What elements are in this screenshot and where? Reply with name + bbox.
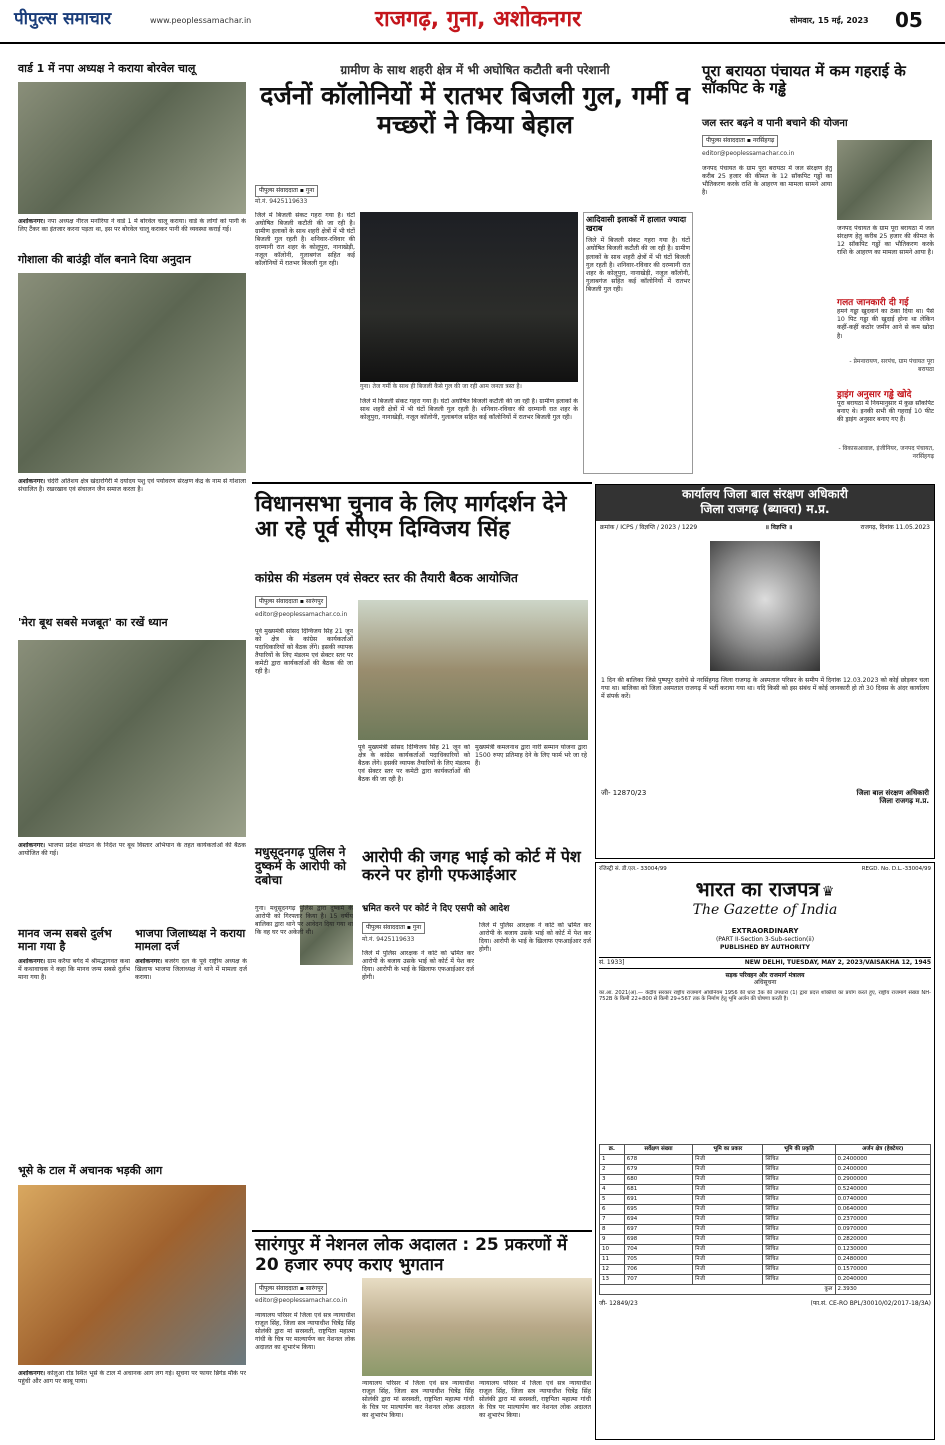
table-cell: निजी — [693, 1214, 763, 1224]
table-cell: सिंचित — [763, 1164, 835, 1174]
table-cell: निजी — [693, 1234, 763, 1244]
table-cell: 0.0640000 — [835, 1204, 931, 1214]
table-header: क्र. — [600, 1144, 625, 1154]
table-cell: 13 — [600, 1274, 625, 1284]
table-cell: सिंचित — [763, 1194, 835, 1204]
table-row — [600, 1264, 931, 1274]
gazette-part: (PART II-Section 3-Sub-section(ii) — [715, 936, 815, 944]
table-cell: सिंचित — [763, 1204, 835, 1214]
digvijay-photo — [358, 600, 588, 740]
notice-ref: क्रमांक / ICPS / विज्ञप्ति / 2023 / 1229 — [600, 524, 698, 531]
table-cell: 679 — [624, 1164, 692, 1174]
table-cell: सिंचित — [763, 1154, 835, 1164]
gazette-footer-right: (फा.सं. CE-RO BPL/30010/02/2017-18/3A) — [810, 1299, 931, 1307]
table-cell: 694 — [624, 1214, 692, 1224]
table-cell: सिंचित — [763, 1234, 835, 1244]
table-cell: निजी — [693, 1174, 763, 1184]
manav-body: अशोकनगर। ग्राम करैया बर्गेद में श्रीमद्भागवत कथा में कथावाचक ने कहा कि मानव जन्म सबसे दुर्लभ माना गया है। — [18, 958, 130, 982]
lok-adalat-body: न्यायालय परिसर में जिला एवं सत्र न्यायाधीश राजूल सिंह, जिला सत्र न्यायाधीश चित्रेंद्र सिंह सोलंकी द्वारा मां सरस्वती, राष्ट्रपिता महात्मा गांधी के चित्र पर माल्यार्पण कर नेशनल लोक अदालत का शुभारंभ किया। — [255, 1312, 355, 1352]
masthead — [0, 0, 945, 44]
fire-body: अशोकनगर। कोलुआ रोड स्थित भूसे के टाल में अचानक आग लग गई। सूचना पर फायर ब्रिगेड मौके पर पहुंची और आग पर काबू पाया। — [18, 1370, 246, 1386]
digvijay-body-3: मुख्यमंत्री कमलनाथ द्वारा नारी सम्मान योजना द्वारा 1500 रुपए प्रतिमाह देने के लिए फार्म भरे जा रहे हैं। — [475, 744, 587, 768]
lok-adalat-email[interactable]: editor@peoplessamachar.co.in — [255, 1297, 348, 1304]
date: सोमवार, 15 मई, 2023 — [790, 16, 869, 25]
power-body-2: जिले में बिजली संकट गहरा गया है। घंटों अघोषित बिजली कटौती की जा रही है। ग्रामीण इलाकों के साथ शहरी क्षेत्रों में भी घंटों बिजली गुल रहती है। शनिवार-रविवार की दरम्यानी रात शहर के कोलूपुरा, नानाखेड़ी, नजूल कॉलोनी, गुलाबगंज सहित कई कॉलोनियों में रातभर बिजली गुल रही। — [360, 398, 578, 422]
table-cell: 9 — [600, 1234, 625, 1244]
table-cell: निजी — [693, 1244, 763, 1254]
table-cell: 704 — [624, 1244, 692, 1254]
table-cell: 11 — [600, 1254, 625, 1264]
gazette-table — [599, 1144, 931, 1295]
table-cell: 0.1230000 — [835, 1244, 931, 1254]
sokpit-box-2 — [837, 390, 934, 480]
table-cell: सिंचित — [763, 1174, 835, 1184]
bjp-case-body: अशोकनगर। बजरंग दल के पूर्व राष्ट्रीय अध्यक्ष के खिलाफ भाजपा जिलाध्यक्ष ने थाने में मामला दर्ज कराया। — [135, 958, 247, 982]
digvijay-byline: पीपुल्स संवाददाता ▪ सारंगपुर — [255, 596, 327, 608]
table-header: भूमि की प्रकृति — [763, 1144, 835, 1154]
sokpit-photo — [837, 140, 932, 220]
sokpit-byline: पीपुल्स संवाददाता ▪ नरसिंहगढ़ — [702, 135, 778, 147]
table-cell: 0.2400000 — [835, 1154, 931, 1164]
table-cell: 0.0970000 — [835, 1224, 931, 1234]
notice-date: राजगढ़, दिनांक 11.05.2023 — [860, 524, 930, 531]
sokpit-box-2-body: पूरा बरायठा में नियमानुसार में कुछ सॉकपिट बनाए थे। इनकी सभी की गहराई 10 फीट की ड्राइंग अनुसार बनाए गए हैं। — [837, 400, 934, 424]
table-row — [600, 1154, 931, 1164]
divider — [252, 1230, 592, 1232]
fir-body: जिले में पुलिस आरक्षक ने कोर्ट को भ्रमित कर आरोपी के बजाय उसके भाई को कोर्ट में पेश कर दिया। आरोपी के भाई के खिलाफ एफआईआर दर्ज होगी। — [362, 950, 474, 982]
table-cell: निजी — [693, 1204, 763, 1214]
lok-adalat-body-3: न्यायालय परिसर में जिला एवं सत्र न्यायाधीश राजूल सिंह, जिला सत्र न्यायाधीश चित्रेंद्र सिंह सोलंकी द्वारा मां सरस्वती, राष्ट्रपिता महात्मा गांधी के चित्र पर माल्यार्पण कर नेशनल लोक अदालत का शुभारंभ किया। — [479, 1380, 591, 1420]
table-cell: 6 — [600, 1204, 625, 1214]
gazette-no: सं. 1933] — [599, 959, 625, 967]
table-cell: 706 — [624, 1264, 692, 1274]
notice — [595, 484, 935, 859]
notice-sign-1: जिला बाल संरक्षण अधिकारी — [856, 788, 929, 797]
brand-logo: पीपुल्स समाचार — [14, 9, 112, 29]
sokpit-box-2-sign: - विकासआवाल, इंजीनियर, जनपद पंचायत, नरसिंहगढ़ — [838, 445, 934, 460]
gaushala-photo — [18, 273, 246, 473]
digvijay-body: पूर्व मुख्यमंत्री सांसद दिग्विजय सिंह 21 जून को क्षेत्र के कांग्रेस कार्यकर्ताओं पदाधिकारियों को बैठक लेंगे। इसकी व्यापक तैयारियों के लिए मंडलम एवं सेक्टर स्तर पर कमेटी द्वारा कार्यकर्ताओं की बैठक की जा रही है। — [255, 628, 353, 676]
sokpit-subtitle: जल स्तर बढ़ने व पानी बचाने की योजना — [702, 118, 848, 129]
table-cell: 680 — [624, 1174, 692, 1184]
table-cell: सिंचित — [763, 1184, 835, 1194]
booth-photo — [18, 640, 246, 837]
table-cell: 0.5240000 — [835, 1184, 931, 1194]
table-cell: 4 — [600, 1184, 625, 1194]
fire-photo — [18, 1185, 246, 1365]
table-cell: निजी — [693, 1194, 763, 1204]
emblem-icon: ♛ — [821, 883, 835, 900]
fir-body-2: जिले में पुलिस आरक्षक ने कोर्ट को भ्रमित कर आरोपी के बजाय उसके भाई को कोर्ट में पेश कर दिया। आरोपी के भाई के खिलाफ एफआईआर दर्ज होगी। — [479, 922, 591, 954]
power-mobile: मो.नं. 9425119633 — [255, 198, 308, 205]
table-cell: 0.2400000 — [835, 1164, 931, 1174]
police-headline: मधुसूदनगढ़ पुलिस ने दुष्कर्म के आरोपी को दबोचा — [255, 845, 347, 887]
notice-header — [596, 485, 934, 521]
gazette-extra: EXTRAORDINARY — [731, 927, 799, 936]
table-cell: 691 — [624, 1194, 692, 1204]
table-cell: 1 — [600, 1154, 625, 1164]
booth-body: अशोकनगर। भाजपा प्रदेश संगठन के निर्देश पर बूथ विस्तार अभियान के तहत कार्यकर्ताओं की बैठक आयोजित की गई। — [18, 842, 246, 858]
table-header: भूमि का प्रकार — [693, 1144, 763, 1154]
fir-mobile: मो.नं. 9425119633 — [362, 936, 415, 943]
table-cell: निजी — [693, 1254, 763, 1264]
gazette-notif: अधिसूचना — [753, 979, 777, 987]
table-header: सर्वेक्षण संख्या — [624, 1144, 692, 1154]
table-cell: 8 — [600, 1224, 625, 1234]
digvijay-subtitle: कांग्रेस की मंडलम एवं सेक्टर स्तर की तैयारी बैठक आयोजित — [255, 571, 518, 585]
power-byline: पीपुल्स संवाददाता ▪ गुना — [255, 185, 318, 197]
table-cell: निजी — [693, 1264, 763, 1274]
table-cell: 0.1570000 — [835, 1264, 931, 1274]
borewell-headline: वार्ड 1 में नपा अध्यक्ष ने कराया बोरवेल चालू — [18, 62, 196, 75]
table-cell: 0.2480000 — [835, 1254, 931, 1264]
notice-district: जिला राजगढ़ (ब्यावरा) म.प्र. — [700, 502, 830, 516]
table-row — [600, 1204, 931, 1214]
table-cell: निजी — [693, 1184, 763, 1194]
table-cell: 0.2900000 — [835, 1174, 931, 1184]
table-cell: 681 — [624, 1184, 692, 1194]
table-row — [600, 1194, 931, 1204]
table-cell: 697 — [624, 1224, 692, 1234]
divider — [252, 482, 592, 484]
borewell-photo — [18, 82, 246, 214]
notice-sign-2: जिला राजगढ़ म.प्र. — [879, 797, 929, 806]
table-row — [600, 1174, 931, 1184]
table-cell: 7 — [600, 1214, 625, 1224]
power-box-body: जिले में बिजली संकट गहरा गया है। घंटों अघोषित बिजली कटौती की जा रही है। ग्रामीण इलाकों के साथ शहरी क्षेत्रों में भी घंटों बिजली गुल रहती है। शनिवार-रविवार की दरम्यानी रात शहर के कोलूपुरा, नानाखेड़ी, नजूल कॉलोनी, गुलाबगंज सहित कई कॉलोनियों में रातभर बिजली गुल रही। — [586, 237, 690, 293]
table-cell: सिंचित — [763, 1274, 835, 1284]
digvijay-headline: विधानसभा चुनाव के लिए मार्गदर्शन देने आ रहे पूर्व सीएम दिग्विजय सिंह — [255, 492, 567, 543]
sokpit-box-1-sign: - प्रेमनारायण, सरपंच, ग्राम पंचायत पूरा बरायठा — [849, 358, 934, 373]
borewell-body: अशोकनगर। नपा अध्यक्ष नीरज मनोरिया ने वार्ड 1 में बोरवेल चालू कराया। वार्ड के लोगों को पानी के लिए टैंकर का इंतजार करना पड़ता था, इस पर बोरवेल चालू कराकर पानी की व्यवस्था कराई गई। — [18, 218, 246, 234]
total-label: कुल — [600, 1284, 836, 1294]
gazette-authority: PUBLISHED BY AUTHORITY — [720, 943, 810, 951]
table-cell: 3 — [600, 1174, 625, 1184]
gazette-dateline: NEW DELHI, TUESDAY, MAY 2, 2023/VAISAKHA 12, 1945 — [744, 959, 931, 967]
table-cell: निजी — [693, 1164, 763, 1174]
notice-label: ॥ विज्ञप्ति ॥ — [765, 524, 793, 531]
lok-adalat-headline: सारंगपुर में नेशनल लोक अदालत : 25 प्रकरणों में 20 हजार रुपए कराए भुगतान — [255, 1235, 568, 1275]
digvijay-body-2: पूर्व मुख्यमंत्री सांसद दिग्विजय सिंह 21 जून को क्षेत्र के कांग्रेस कार्यकर्ताओं पदाधिकारियों को बैठक लेंगे। इसकी व्यापक तैयारियों के लिए मंडलम एवं सेक्टर स्तर पर कमेटी द्वारा कार्यकर्ताओं की बैठक की जा रही है। — [358, 744, 470, 784]
bjp-case-headline: भाजपा जिलाध्यक्ष ने कराया मामला दर्ज — [135, 927, 246, 953]
sokpit-body-2: जनपद पंचायत के ग्राम पूरा बरायठा में जल संरक्षण हेतु करीब 25 हजार की कीमत के 12 सॉकपिट गड्ढों का भौतिकरण करके राशि के आहरण का मामला सामने आया है। — [837, 225, 934, 257]
table-cell: 695 — [624, 1204, 692, 1214]
notice-body: 1 दिन की बालिका जिसे पुष्पपुर दलोचे से नरसिंहगढ़ जिला राजगढ़ के अस्पताल परिसर के समीप में दिनांक 12.03.2023 को कोई छोड़कर चला गया था। बालिका को जिला अस्पताल राजगढ़ में भर्ती कराया गया था। यदि किसी को इस संबंध में कोई जानकारी हो तो 30 दिवस के अंदर कार्यालय में संपर्क करें। — [601, 676, 929, 700]
table-cell: निजी — [693, 1224, 763, 1234]
booth-headline: 'मेरा बूथ सबसे मजबूत' का रखें ध्यान — [18, 616, 168, 629]
table-cell: 678 — [624, 1154, 692, 1164]
gaushala-body: अशोकनगर। चंदेरी अतिशय क्षेत्र खंदारगिरी में दयोदय पशु एवं पर्यावरण संरक्षण केंद्र के नाम से गोशाला संचालित है। रखरखाव एवं संचालन जैन समाज करता है। — [18, 478, 246, 494]
table-header: अर्जन क्षेत्र (हेक्टेयर) — [835, 1144, 931, 1154]
table-row — [600, 1184, 931, 1194]
table-row — [600, 1244, 931, 1254]
table-row — [600, 1274, 931, 1284]
fir-subtitle: भ्रमित करने पर कोर्ट ने दिए एसपी को आदेश — [362, 904, 510, 914]
manav-headline: मानव जन्म सबसे दुर्लभ माना गया है — [18, 927, 112, 953]
sokpit-box-2-title: ड्राइंग अनुसार गड्ढे खोदे — [837, 390, 912, 400]
table-row — [600, 1164, 931, 1174]
table-cell: सिंचित — [763, 1224, 835, 1234]
table-cell: निजी — [693, 1154, 763, 1164]
power-headline: दर्जनों कॉलोनियों में रातभर बिजली गुल, गर्मी व मच्छरों ने किया बेहाल — [260, 81, 690, 139]
table-cell: निजी — [693, 1274, 763, 1284]
power-box-title: आदिवासी इलाकों में हालात ज्यादा खराब — [586, 215, 687, 234]
table-cell: 2 — [600, 1164, 625, 1174]
sokpit-box-1-title: गलत जानकारी दी गई — [837, 298, 909, 308]
police-body: गुना। मधुसूदनगढ़ पुलिस द्वारा दुष्कर्म के आरोपी को गिरफ्तार किया है। 15 वर्षीय बालिका द्वारा थाने पर आवेदन दिया गया था कि वह घर पर अकेली थी। — [255, 905, 353, 937]
digvijay-email[interactable]: editor@peoplessamachar.co.in — [255, 611, 348, 618]
fir-byline: पीपुल्स संवाददाता ▪ गुना — [362, 922, 425, 934]
notice-jee: जी- 12870/23 — [601, 788, 647, 797]
site-url[interactable]: www.peoplessamachar.in — [150, 16, 252, 25]
power-night-photo — [360, 212, 578, 382]
gazette-ministry: सड़क परिवहन और राजमार्ग मंत्रालय — [725, 971, 805, 979]
table-row — [600, 1234, 931, 1244]
notice-office: कार्यालय जिला बाल संरक्षण अधिकारी — [682, 487, 848, 501]
table-cell: 0.2040000 — [835, 1274, 931, 1284]
table-row — [600, 1254, 931, 1264]
table-cell: 5 — [600, 1194, 625, 1204]
table-cell: सिंचित — [763, 1264, 835, 1274]
table-row — [600, 1214, 931, 1224]
notice-baby-photo — [710, 541, 820, 671]
table-cell: 0.2820000 — [835, 1234, 931, 1244]
gazette-hindi-title: भारत का राजपत्र — [695, 876, 820, 901]
table-total-row — [600, 1284, 931, 1294]
table-cell: सिंचित — [763, 1244, 835, 1254]
table-cell: 698 — [624, 1234, 692, 1244]
gazette-reg-right: REGD. No. D.L.-33004/99 — [861, 866, 931, 872]
power-body: जिले में बिजली संकट गहरा गया है। घंटों अघोषित बिजली कटौती की जा रही है। ग्रामीण इलाकों के साथ शहरी क्षेत्रों में भी घंटों बिजली गुल रहती है। शनिवार-रविवार की दरम्यानी रात शहर के कोलूपुरा, नानाखेड़ी, नजूल कॉलोनी, गुलाबगंज सहित कई कॉलोनियों में रातभर बिजली गुल रही। — [255, 212, 355, 268]
sokpit-headline: पूरा बरायठा पंचायत में कम गहराई के सॉकपिट के गड्ढे — [702, 62, 906, 98]
sokpit-box-1-body: हमने गड्ढा खुदवाने का ठेका दिया था। पैसे 10 पिट गड्ढा की खुदाई होना था लेकिन कहीं-कहीं कठोर जमीन आने से कम खोदा है। — [837, 308, 934, 340]
region-title: राजगढ़, गुना, अशोकनगर — [375, 7, 582, 32]
lok-adalat-body-2: न्यायालय परिसर में जिला एवं सत्र न्यायाधीश राजूल सिंह, जिला सत्र न्यायाधीश चित्रेंद्र सिंह सोलंकी द्वारा मां सरस्वती, राष्ट्रपिता महात्मा गांधी के चित्र पर माल्यार्पण कर नेशनल लोक अदालत का शुभारंभ किया। — [362, 1380, 474, 1420]
gazette-reg-left: रजिस्ट्री सं. डी.एल.- 33004/99 — [599, 866, 667, 872]
sokpit-email[interactable]: editor@peoplessamachar.co.in — [702, 150, 795, 157]
lok-adalat-photo — [362, 1278, 592, 1376]
sokpit-body: जनपद पंचायत के ग्राम पूरा बरायठा में जल संरक्षण हेतु करीब 25 हजार की कीमत के 12 सॉकपिट गड्ढों का भौतिकरण करके राशि के आहरण का मामला सामने आया है। — [702, 165, 832, 197]
total-value: 2.3930 — [835, 1284, 931, 1294]
power-kicker: ग्रामीण के साथ शहरी क्षेत्र में भी अघोषित कटौती बनी परेशानी — [340, 63, 610, 77]
table-cell: 0.0740000 — [835, 1194, 931, 1204]
table-cell: 0.2370000 — [835, 1214, 931, 1224]
power-box — [583, 212, 693, 474]
table-cell: सिंचित — [763, 1254, 835, 1264]
table-cell: 707 — [624, 1274, 692, 1284]
table-cell: सिंचित — [763, 1214, 835, 1224]
gazette — [595, 862, 935, 1440]
lok-adalat-byline: पीपुल्स संवाददाता ▪ सारंगपुर — [255, 1283, 327, 1295]
sokpit-box-1 — [837, 298, 934, 388]
power-caption: गुना। तेज गर्मी के साथ ही बिजली कैसे गुल की जा रही आम जनता त्रस्त है। — [360, 383, 522, 390]
table-row — [600, 1224, 931, 1234]
table-cell: 12 — [600, 1264, 625, 1274]
fir-headline: आरोपी की जगह भाई को कोर्ट में पेश करने पर होगी एफआईआर — [362, 847, 581, 885]
gazette-english-title: The Gazette of India — [692, 901, 838, 918]
gazette-body: का.आ. 2021(अ).— केंद्रीय सरकार राष्ट्रीय राजमार्ग अधिनियम 1956 की धारा 3क की उपधारा (1) द्वारा प्रदत्त शक्तियों का प्रयोग करते हुए, राष्ट्रीय राजमार्ग संख्या NH-752B के किमी 22+800 से किमी 29+567 तक के निर्माण हेतु भूमि अर्जन की घोषणा करती है। — [599, 989, 931, 1003]
table-cell: 705 — [624, 1254, 692, 1264]
gazette-footer-left: जी- 12849/23 — [599, 1299, 638, 1307]
fire-headline: भूसे के टाल में अचानक भड़की आग — [18, 1164, 163, 1177]
table-cell: 10 — [600, 1244, 625, 1254]
page-number: 05 — [895, 8, 923, 32]
gaushala-headline: गोशाला की बाउंड्री वॉल बनाने दिया अनुदान — [18, 253, 191, 266]
